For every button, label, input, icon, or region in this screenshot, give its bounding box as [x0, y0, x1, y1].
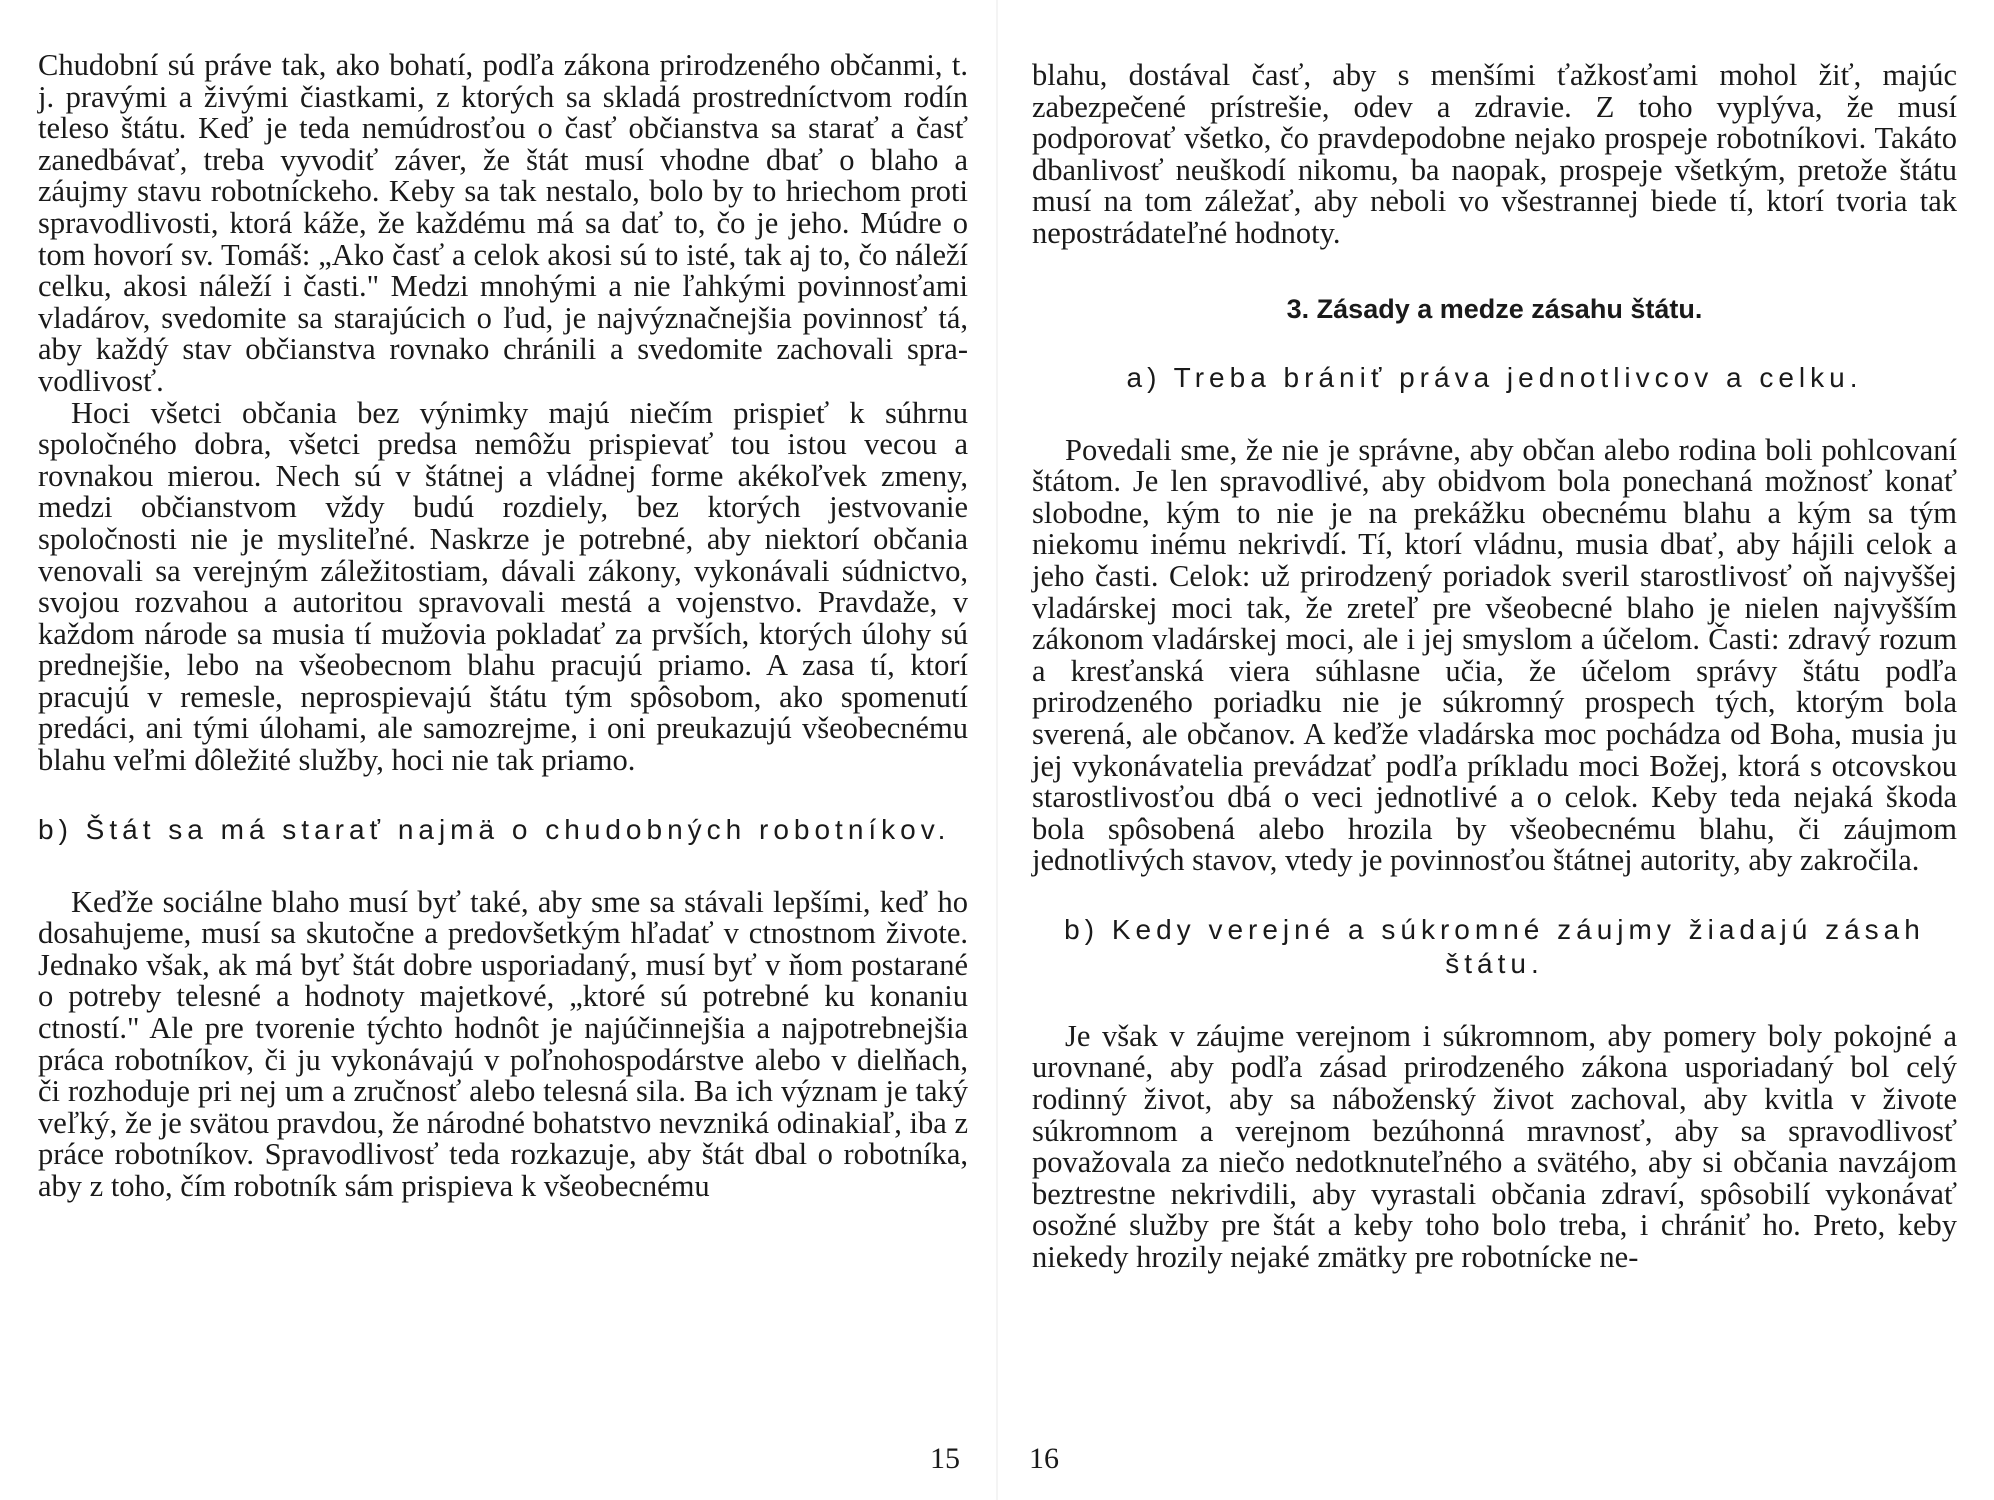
left-paragraph-2: Hoci všetci občania bez výnimky majú niečím prispieť k súhrnu spoločného dobra, všetci predsa nemôžu prispievať tou istou vecou a rovnakou mierou. Nech sú v štátnej a vládnej forme akékoľvek zmeny, medzi občianstvom vždy budú rozdiely, bez ktorých jestvovanie spoločnosti nie je mysliteľné. Naskrze je potrebné, aby niektorí občania venovali sa verejným záležitostiam, dávali zákony, vykonávali súdnictvo, svojou rozvahou a autoritou spravovali mestá a vojenstvo. Pravdaže, v každom národe sa musia tí mužovia pokladať za prvších, ktorých úlohy sú prednejšie, lebo na všeobecnom blahu pracujú priamo. A zasa tí, ktorí pracujú v remesle, neprospievajú štátu tým spôsobom, ako spomenutí predáci, ani tými úlohami, ale samozrejme, i oni preukazujú všeobecnému blahu veľmi dôležité služby, hoci nie tak priamo. [38, 395, 968, 778]
right-paragraph-a: Povedali sme, že nie je správne, aby občan alebo rodina boli pohlcovaní štátom. Je len spravodlivé, aby obidvom bola ponechaná možnosť konať slobodne, kým to nie je na prekážku obecnému blahu a kým sa tým niekomu inému nekrivdí. Tí, ktorí vládnu, musia dbať, aby hájili celok a jeho časti. Celok: už prirodzený poriadok sveril starostlivosť oň najvyššej vladárskej moci tak, že zreteľ pre všeobecné blaho je nielen najvyšším zákonom vladárskej moci, ale i jej smyslom a účelom. Časti: zdravý rozum a kresťanská viera súhlasne učia, že účelom správy štátu podľa prirodzeného poriadku nie je súkromný prospech tých, ktorým bola sverená, ale občanov. A keďže vladárska moc pochádza od Boha, musia ju jej vykonávatelia prevádzať podľa príkladu moci Božej, ktorá s otcovskou starostlivosťou dbá o veci jednotlivé a o celok. Keby teda nejaká škoda bola spôsobená alebo hrozila by všeobecnému blahu, či záujmom jednotlivých stavov, vtedy je povinnosťou štátnej autority, aby zakročila. [1032, 432, 1957, 878]
right-paragraph-b: Je však v záujme verejnom i súkromnom, aby pomery boly pokojné a urovnané, aby podľa zásad prirodzeného zákona usporiadaný bol celý rodinný život, aby sa náboženský život zachoval, aby kvitla v živote súkromnom a verejnom bezúhonná mravnosť, aby sa spravodlivosť považovala za niečo nedotknuteľného a svätého, aby si občania navzájom beztrestne nekrivdili, aby vyrastali občania zdraví, spôsobilí vykonávať osožné služby pre štát a keby toho bolo treba, i chrániť ho. Preto, keby niekedy hrozily nejaké zmätky pre robotnícke ne- [1032, 1018, 1957, 1275]
left-page [38, 0, 968, 1500]
right-page-text-column [1032, 60, 1957, 1274]
subheading-b-left: b) Štát sa má starať najmä o chudobných robotníkov. [38, 813, 951, 845]
subheading-a-right: a) Treba brániť práva jednotlivcov a celku. [1126, 361, 1863, 393]
gutter-divider [996, 0, 998, 1500]
left-paragraph-3: Keďže sociálne blaho musí byť také, aby sme sa stávali lepšími, keď ho dosahujeme, musí sa skutočne a predovšetkým hľadať v ctnostnom živote. Jednako však, ak má byť štát dobre usporiadaný, musí byť v ňom postarané o potreby telesné a hodnoty majetkové, „ktoré sú potrebné ku konaniu ctností." Ale pre tvorenie týchto hodnôt je najúčinnejšia a najpotrebnejšia práca robotníkov, či ju vykonávajú v poľnohospodárstve alebo v dielňach, či rozhoduje pri nej um a zručnosť alebo telesná sila. Ba ich význam je taký veľký, že je svätou pravdou, že národné bohatstvo nevzniká odinakiaľ, iba z práce robotníkov. Spravodlivosť teda rozkazuje, aby štát dbal o robotníka, aby z toho, čím robotník sám prispieva k všeobecnému [38, 884, 968, 1203]
right-page [1029, 0, 1957, 1500]
subheading-b-right: b) Kedy verejné a súkromné záujmy žiadajú zásah štátu. [1064, 913, 1925, 979]
left-paragraph-1: Chudobní sú práve tak, ako bohatí, podľa zákona prirodzeného občanmi, t. j. pravými a živými čiastkami, z ktorých sa skladá prostredníctvom rodín teleso štátu. Keď je teda nemúdrosťou o časť občianstva sa starať a časť zanedbávať, treba vyvodiť záver, že štát musí vhodne dbať o blaho a záujmy stavu robotníckeho. Keby sa tak nestalo, bolo by to hriechom proti spravodlivosti, ktorá káže, že každému má sa dať to, čo je jeho. Múdre o tom hovorí sv. Tomáš: „Ako časť a celok akosi sú to isté, tak aj to, čo náleží celku, akosi náleží i časti." Medzi mnohými a nie ľahkými povinnosťami vladárov, svedomite sa starajúcich o ľud, je najvýznačnejšia povinnosť tá, aby každý stav občianstva rovnako chránili a svedomite zachovali spravodlivosť. [38, 48, 968, 398]
section-heading: 3. Zásady a medze zásahu štátu. [1286, 293, 1703, 324]
page-number-left: 15 [930, 1442, 960, 1475]
left-page-text-column [38, 50, 968, 1203]
page-number-right: 16 [1029, 1442, 1059, 1475]
right-paragraph-continued: blahu, dostával časť, aby s menšími ťažkosťami mohol žiť, majúc zabezpečené prístrešie, odev a zdravie. Z toho vyplýva, že musí podporovať všetko, čo pravdepodobne nejako prospeje robotníkovi. Takáto dbanlivosť neuškodí nikomu, ba naopak, prospeje všetkým, pretože štátu musí na tom záležať, aby neboli vo všestrannej biede tí, ktorí tvoria tak nepostrádateľné hodnoty. [1032, 58, 1957, 250]
